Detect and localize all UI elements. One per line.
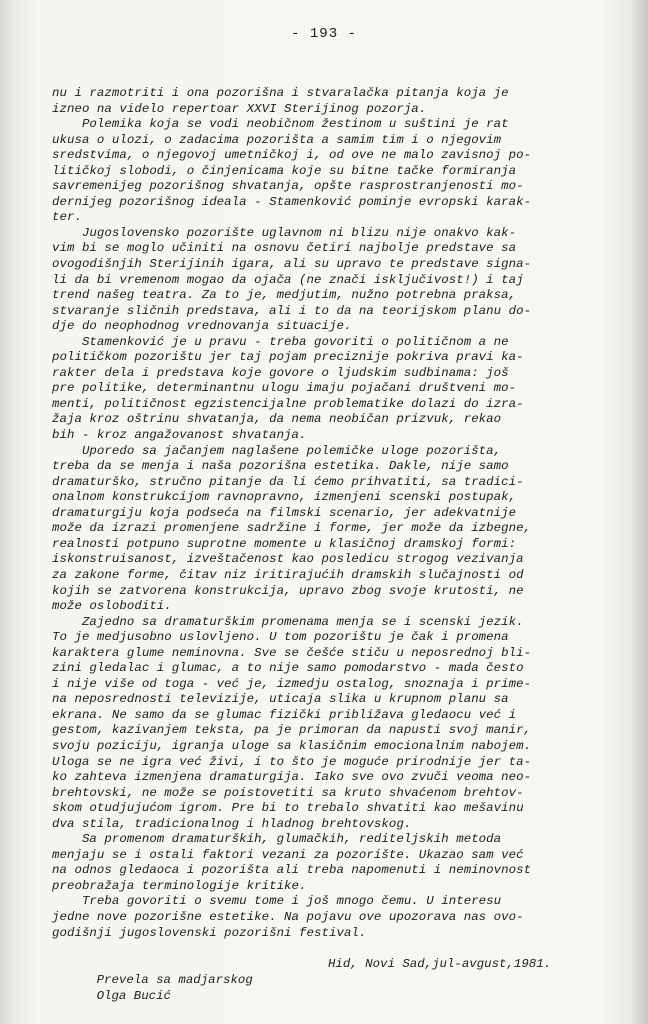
text-line: menjaju se i ostali faktori vezani za pozorište. Ukazao sam već xyxy=(52,847,524,862)
text-line: treba da se menja i naša pozorišna estetika. Dakle, nije samo xyxy=(52,459,509,474)
text-line: skom otudjujućom igrom. Pre bi to trebalo shvatiti kao mešavinu xyxy=(52,801,524,816)
text-line: rakter dela i predstava koje govore o ljudskim sudbinama: još xyxy=(52,365,509,380)
text-line: savremenijeg pozorišnog shvatanja, opšte rasprostranjenosti mo- xyxy=(52,179,524,194)
text-line: bih - kroz angažovanost shvatanja. xyxy=(52,428,307,443)
text-line: stvaranje sličnih predstava, ali i to da na teorijskom planu do- xyxy=(52,303,532,318)
text-line: pre politike, determinantnu ulogu imaju pojačani društveni mo- xyxy=(52,381,517,396)
text-line: izneo na videlo repertoar XXVI Sterijinog pozorja. xyxy=(52,101,427,116)
text-line: realnosti potpuno suprotne momente u klasičnoj dramskoj formi: xyxy=(52,536,517,551)
text-line: Zajedno sa dramaturškim promenama menja se i scenski jezik. xyxy=(52,614,524,629)
text-line: Jugoslovensko pozorište uglavnom ni blizu nije onakvo kak- xyxy=(52,225,517,240)
text-line: ukusa o ulozi, o zadacima pozorišta a samim tim i o njegovim xyxy=(52,132,502,147)
text-line: karaktera glume neminovna. Sve se češće stiču u neposrednoj bli- xyxy=(52,645,532,660)
place-date: Hid, Novi Sad,jul-avgust,1981. xyxy=(328,957,552,971)
text-line: trend našeg teatra. Za to je, medjutim, nužno potrebna praksa, xyxy=(52,288,517,303)
text-line: menti, političnost egzistencijalne problematike dolazi do izra- xyxy=(52,396,524,411)
text-line: svoju poziciju, igranja uloge sa klasičnim emocionalnim nabojem. xyxy=(52,738,532,753)
text-line: dje do neophodnog vrednovanja situacije. xyxy=(52,319,352,334)
text-line: ovogodišnjih Sterijinih igara, ali su upravo te predstave signa- xyxy=(52,257,532,272)
text-line: ko zahteva izmenjena dramaturgija. Iako sve ovo zvuči veoma neo- xyxy=(52,770,532,785)
text-line: i nije više od toga - već je, izmedju ostalog, snoznaja i prime- xyxy=(52,676,532,691)
closing-row-2 xyxy=(52,972,632,1003)
text-line: godišnji jugoslovenski pozorišni festival. xyxy=(52,925,367,940)
closing-block xyxy=(52,956,632,1003)
text-line: Treba govoriti o svemu tome i još mnogo čemu. U interesu xyxy=(52,894,502,909)
text-line: Uporedo sa jačanjem naglašene polemičke uloge pozorišta, xyxy=(52,443,502,458)
text-line: političkom pozorištu jer taj pojam preciznije pokriva pravi ka- xyxy=(52,350,524,365)
text-line: litičkoj slobodi, o činjenicama koje su bitne tačke formiranja xyxy=(52,163,517,178)
text-line: onalnom konstrukcijom ravnopravno, izmenjeni scenski postupak, xyxy=(52,490,517,505)
text-line: za zakone forme, čitav niz iritirajućih dramskih slučajnosti od xyxy=(52,567,524,582)
text-line: vim bi se moglo učiniti na osnovu četiri najbolje predstave sa xyxy=(52,241,517,256)
text-line: preobražaja terminologije kritike. xyxy=(52,878,307,893)
text-line: gestom, kazivanjem teksta, pa je primoran da napusti svoj manir, xyxy=(52,723,532,738)
text-line: može osloboditi. xyxy=(52,599,172,614)
text-line: Uloga se ne igra već živi, i to što je moguće prirodnije jer ta- xyxy=(52,754,532,769)
text-line: Sa promenom dramaturških, glumačkih, rediteljskih metoda xyxy=(52,832,502,847)
closing-row-1 xyxy=(52,956,632,987)
article-body xyxy=(52,86,632,941)
text-line: na odnos gledaoca i pozorišta ali treba napomenuti i neminovnost xyxy=(52,863,532,878)
text-line: dva stila, tradicionalnog i hladnog brehtovskog. xyxy=(52,816,412,831)
page-number: - 193 - xyxy=(291,26,357,42)
text-line: dramaturgiju koja podseća na filmski scenario, jer adekvatnije xyxy=(52,505,517,520)
translator-credit: Prevela sa madjarskog xyxy=(96,973,253,987)
text-line: iskonstruisanost, izveštačenost kao posledicu strogog vezivanja xyxy=(52,552,524,567)
text-line: dernijeg pozorišnog ideala - Stamenković pominje evropski karak- xyxy=(52,194,532,209)
text-line: Stamenković je u pravu - treba govoriti o političnom a ne xyxy=(52,334,509,349)
text-line: zini gledalac i glumac, a to nije samo pomodarstvo - mada često xyxy=(52,661,524,676)
text-line: žaja kroz oštrinu shvatanja, da nema neobičan prizvuk, rekao xyxy=(52,412,502,427)
text-line: sredstvima, o njegovoj umetničkoj i, od ove ne malo zavisnoj po- xyxy=(52,148,532,163)
text-line: li da bi vremenom mogao da ojača (ne znači isključivost!) i taj xyxy=(52,272,524,287)
text-line: na neposrednosti televizije, uticaja slika u krupnom planu sa xyxy=(52,692,509,707)
text-line: ter. xyxy=(52,210,82,225)
text-line: brehtovski, ne može se poistovetiti sa kruto shvaćenom brehtov- xyxy=(52,785,524,800)
text-line: To je medjusobno uslovljeno. U tom pozorištu je čak i promena xyxy=(52,630,509,645)
text-line: ekrana. Ne samo da se glumac fizički približava gledaocu već i xyxy=(52,707,517,722)
text-line: kojih se zatvorena konstrukcija, upravo zbog svoje krutosti, ne xyxy=(52,583,524,598)
text-line: nu i razmotriti i ona pozorišna i stvaralačka pitanja koja je xyxy=(52,86,509,100)
text-line: Polemika koja se vodi neobičnom žestinom u suštini je rat xyxy=(52,117,509,132)
text-line: dramaturško, stručno pitanje da li ćemo prihvatiti, sa tradici- xyxy=(52,474,524,489)
text-line: može da izrazi promenjene sadržine i forme, jer može da izbegne, xyxy=(52,521,532,536)
text-line: jedne nove pozorišne estetike. Na pojavu ove upozorava nas ovo- xyxy=(52,909,524,924)
translator-name: Olga Bucić xyxy=(96,989,171,1003)
